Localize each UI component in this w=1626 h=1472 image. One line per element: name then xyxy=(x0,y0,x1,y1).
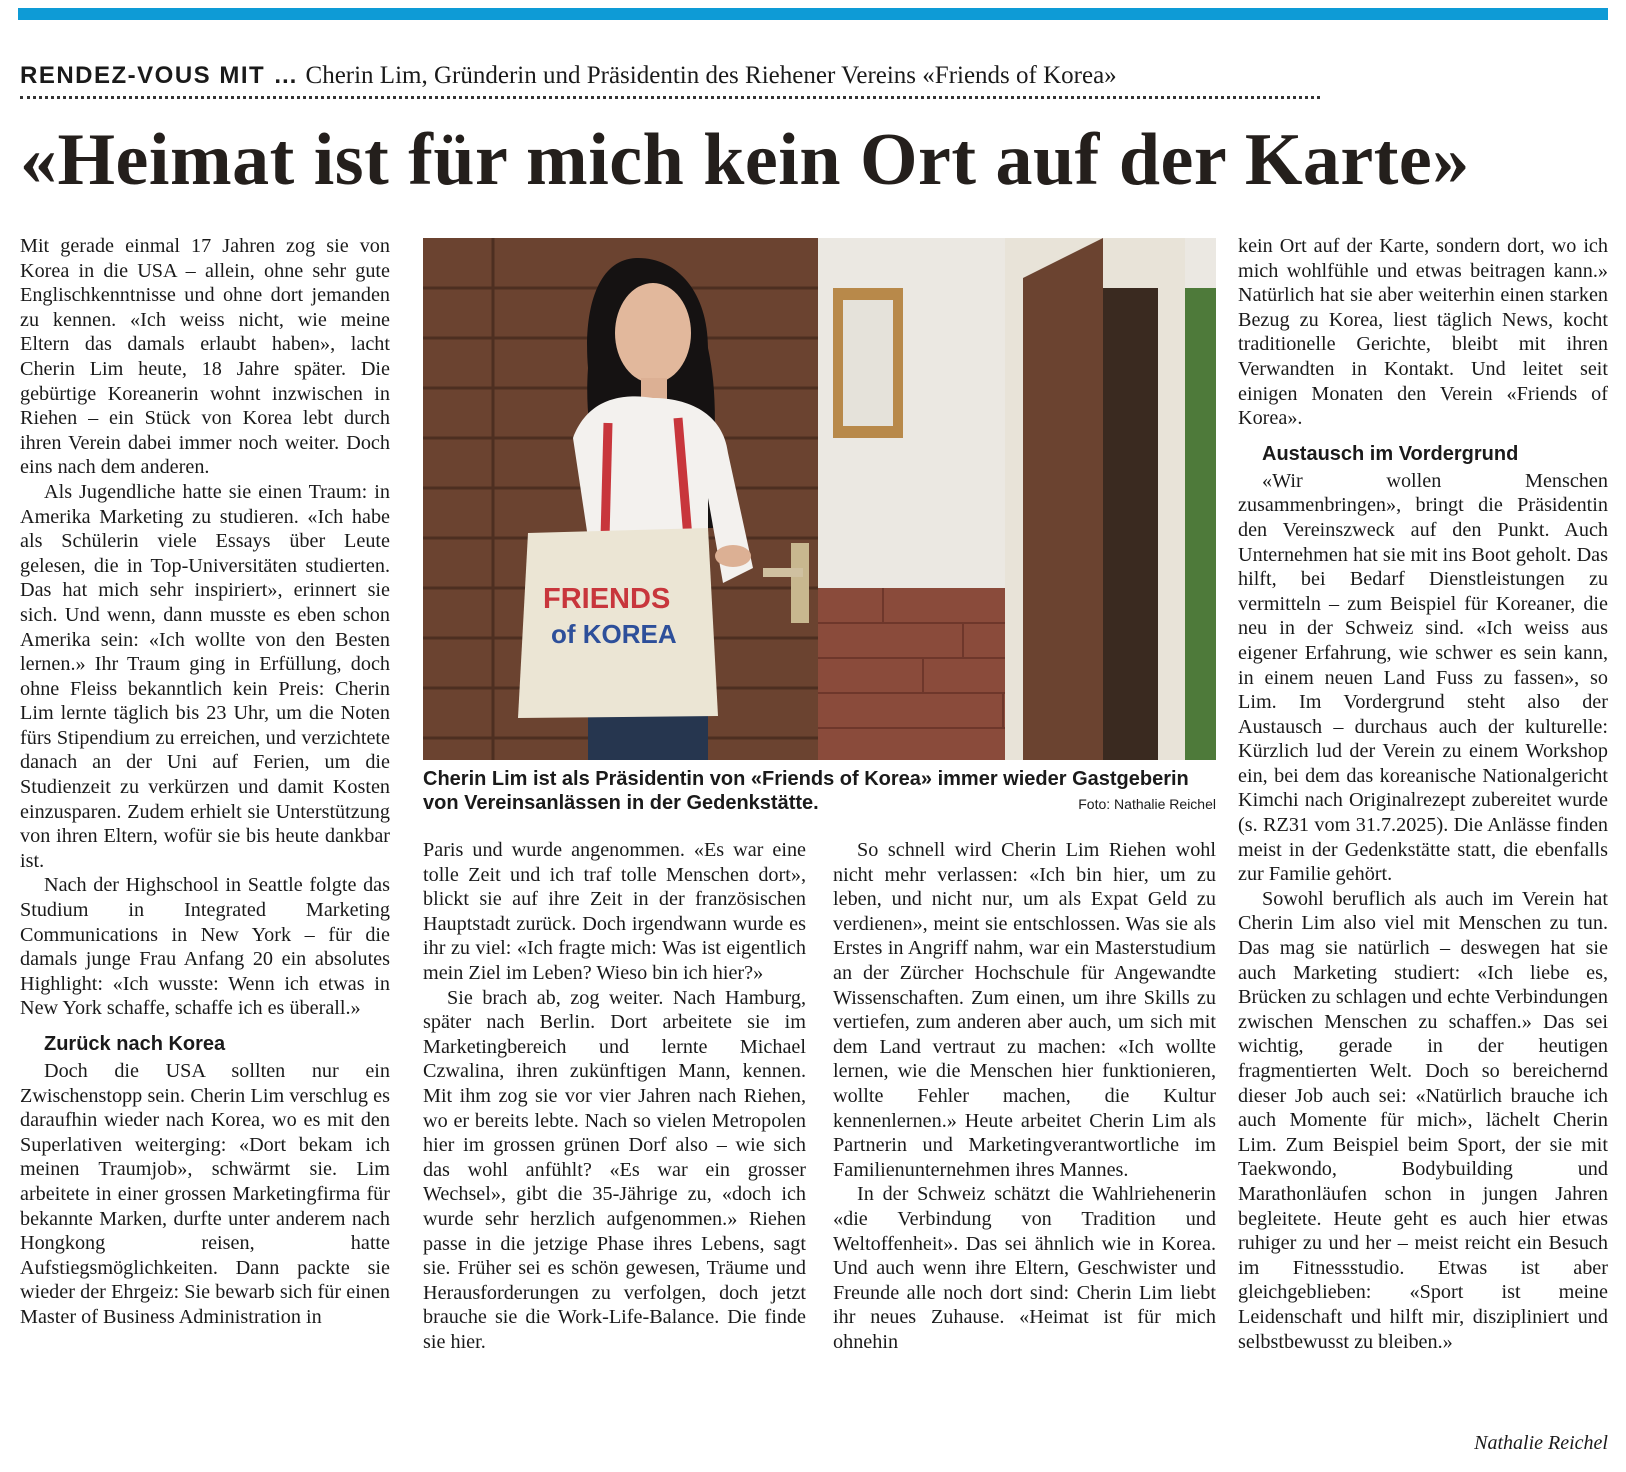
column-4 xyxy=(1238,234,1608,1354)
paragraph: Mit gerade einmal 17 Jahren zog sie von Korea in die USA – allein, ohne sehr gute Englischkenntnisse und ohne dort jemanden zu kennen. «Ich weiss nicht, wie meine Eltern das damals erlaubt haben», lacht Cherin Lim heute, 18 Jahre später. Die gebürtige Koreanerin wohnt inzwischen in Riehen – ein Stück von Korea lebt durch ihren Verein dabei immer noch weiter. Doch eins nach dem anderen. xyxy=(20,235,390,479)
paragraph: Nach der Highschool in Seattle folgte das Studium in Integrated Marketing Communications in New York – für die damals junge Frau Anfang 20 ein absolutes Highlight: «Ich wusste: Wenn ich etwas in New York schaffe, schaffe ich es überall.» xyxy=(20,874,390,1020)
paragraph: kein Ort auf der Karte, sondern dort, wo ich mich wohlfühle und etwas beitragen kann.» Natürlich hat sie aber weiterhin einen starken Bezug zu Korea, liest täglich News, kocht traditionelle Gerichte, bleibt mit ihren Verwandten in Kontakt. Und leitet seit einigen Monaten den Verein «Friends of Korea». xyxy=(1238,235,1608,430)
column-3 xyxy=(833,838,1216,1354)
subheading: Austausch im Vordergrund xyxy=(1262,442,1519,465)
bag-text-korea: of KOREA xyxy=(551,619,677,649)
paragraph: Paris und wurde angenommen. «Es war eine tolle Zeit und ich traf tolle Menschen dort», blickt sie auf ihre Zeit in der französischen Hauptstadt zurück. Doch irgendwann wurde es ihr zu viel: «Ich fragte mich: Was ist eigentlich mein Ziel im Leben? Wieso bin ich hier?» xyxy=(423,839,806,984)
kicker-text: Cherin Lim, Gründerin und Präsidentin des Riehener Vereins «Friends of Korea» xyxy=(305,62,1117,89)
column-1 xyxy=(20,234,390,1330)
paragraph: Sie brach ab, zog weiter. Nach Hamburg, später nach Berlin. Dort arbeitete sie im Marketingbereich und lernte Michael Czwalina, ihren zukünftigen Mann, kennen. Mit ihm zog sie vor vier Jahren nach Riehen, wo er bereits lebte. Nach so vielen Metropolen hier im grossen grünen Dorf also – wie sich das wohl anfühlt? «Es war ein grosser Wechsel», gibt die 35-Jährige zu, «doch ich wurde sehr herzlich aufgenommen.» Riehen passe in die jetzige Phase ihres Lebens, sagt sie. Früher sei es schön gewesen, Träume und Herausforderungen zu verfolgen, doch jetzt brauche sie die Work-Life-Balance. Die finde sie hier. xyxy=(423,986,806,1353)
article-photo xyxy=(423,238,1216,760)
photo-caption: Cherin Lim ist als Präsidentin von «Friends of Korea» immer wieder Gastgeberin von Vereinsanlässen in der Gedenkstätte. xyxy=(423,768,1189,814)
dotted-divider xyxy=(20,96,1320,99)
author-byline: Nathalie Reichel xyxy=(1474,1432,1608,1454)
column-2 xyxy=(423,838,806,1354)
paragraph: Sowohl beruflich als auch im Verein hat Cherin Lim also viel mit Menschen zu tun. Das mag sie natürlich – deswegen hat sie auch Marketing studiert: «Ich liebe es, Brücken zu schlagen und echte Verbindungen zwischen Menschen zu schaffen.» Das sei wichtig, gerade in der heutigen fragmentierten Welt. Doch so bereichernd dieser Job auch sei: «Natürlich brauche ich auch Momente für mich», lächelt Cherin Lim. Zum Beispiel beim Sport, der sie mit Taekwondo, Bodybuilding und Marathonläufen schon in jungen Jahren begleitete. Heute geht es auch hier etwas ruhiger zu und her – meist reicht ein Besuch im Fitnessstudio. Etwas ist aber gleichgeblieben: «Sport ist meine Leidenschaft und hilft mir, diszipliniert und selbstbewusst zu bleiben.» xyxy=(1238,887,1608,1353)
subheading: Zurück nach Korea xyxy=(44,1033,226,1055)
headline: «Heimat ist für mich kein Ort auf der Karte» xyxy=(20,119,1470,201)
kicker-label: RENDEZ-VOUS MIT … xyxy=(20,62,299,89)
photo-credit: Foto: Nathalie Reichel xyxy=(1078,796,1216,812)
kicker xyxy=(20,62,1117,90)
paragraph: Doch die USA sollten nur ein Zwischenstopp sein. Cherin Lim verschlug es daraufhin wieder nach Korea, wo es mit den Superlativen weiterging: «Dort bekam ich meinen Traumjob», schwärmt sie. Lim arbeitete in einer grossen Marketingfirma für bekannte Marken, durfte unter anderem nach Hongkong reisen, hatte Aufstiegsmöglichkeiten. Dann packte sie wieder der Ehrgeiz: Sie bewarb sich für einen Master of Business Administration in xyxy=(20,1060,390,1328)
bag-text-friends: FRIENDS xyxy=(543,583,671,615)
paragraph: So schnell wird Cherin Lim Riehen wohl nicht mehr verlassen: «Ich bin hier, um zu leben, und nicht nur, um als Expat Geld zu verdienen», meint sie entschlossen. Was sie als Erstes in Angriff nahm, war ein Masterstudium an der Zürcher Hochschule für Angewandte Wissenschaften. Zum einen, um ihre Skills zu vertiefen, zum anderen aber auch, um sich mit dem Land vertraut zu machen: «Ich wollte lernen, wie die Menschen hier funktionieren, wollte Fehler machen, die Kultur kennenlernen.» Heute arbeitet Cherin Lim als Partnerin und Marketingverantwortliche im Familienunternehmen ihres Mannes. xyxy=(833,839,1216,1181)
paragraph: «Wir wollen Menschen zusammenbringen», bringt die Präsidentin den Vereinszweck auf den Punkt. Auch Unternehmen hat sie mit ins Boot geholt. Das hilft, bei Bedarf Dienstleistungen zu vermitteln – zum Beispiel für Koreaner, die neu in der Schweiz sind. «Ich weiss aus eigener Erfahrung, wie schwer es sein kann, in einem neuen Land Fuss zu fassen», so Lim. Im Vordergrund steht also der Austausch – durchaus auch der kulturelle: Kürzlich lud der Verein zu einem Workshop ein, bei dem das koreanische Nationalgericht Kimchi nach Originalrezept zubereitet wurde (s. RZ31 vom 31.7.2025). Die Anlässe finden meist in der Gedenkstätte statt, die ebenfalls zur Familie gehört. xyxy=(1238,469,1608,886)
photo-illustration xyxy=(423,238,1216,760)
paragraph: Als Jugendliche hatte sie einen Traum: in Amerika Marketing zu studieren. «Ich habe als Schülerin viele Essays über Leute gelesen, die in Top-Universitäten studierten. Das hat mich sehr inspiriert», erinnert sie sich. Und wenn, dann musste es eben schon Amerika sein: «Ich wollte von den Besten lernen.» Ihr Traum ging in Erfüllung, doch ohne Fleiss bekanntlich kein Preis: Cherin Lim lernte täglich bis 23 Uhr, um die Noten fürs Stipendium zu erreichen, und verzichtete danach an der Uni auf Ferien, um die Studienzeit zu verkürzen und damit Kosten einzusparen. Zudem erhielt sie Unterstützung von ihren Eltern, wofür sie bis heute dankbar ist. xyxy=(20,480,390,872)
paragraph: In der Schweiz schätzt die Wahlriehenerin «die Verbindung von Tradition und Weltoffenheit». Das sei ähnlich wie in Korea. Und auch wenn ihre Eltern, Geschwister und Freunde alle noch dort sind: Cherin Lim liebt ihr neues Zuhause. «Heimat ist für mich ohnehin xyxy=(833,1183,1216,1353)
top-accent-bar xyxy=(18,8,1608,20)
